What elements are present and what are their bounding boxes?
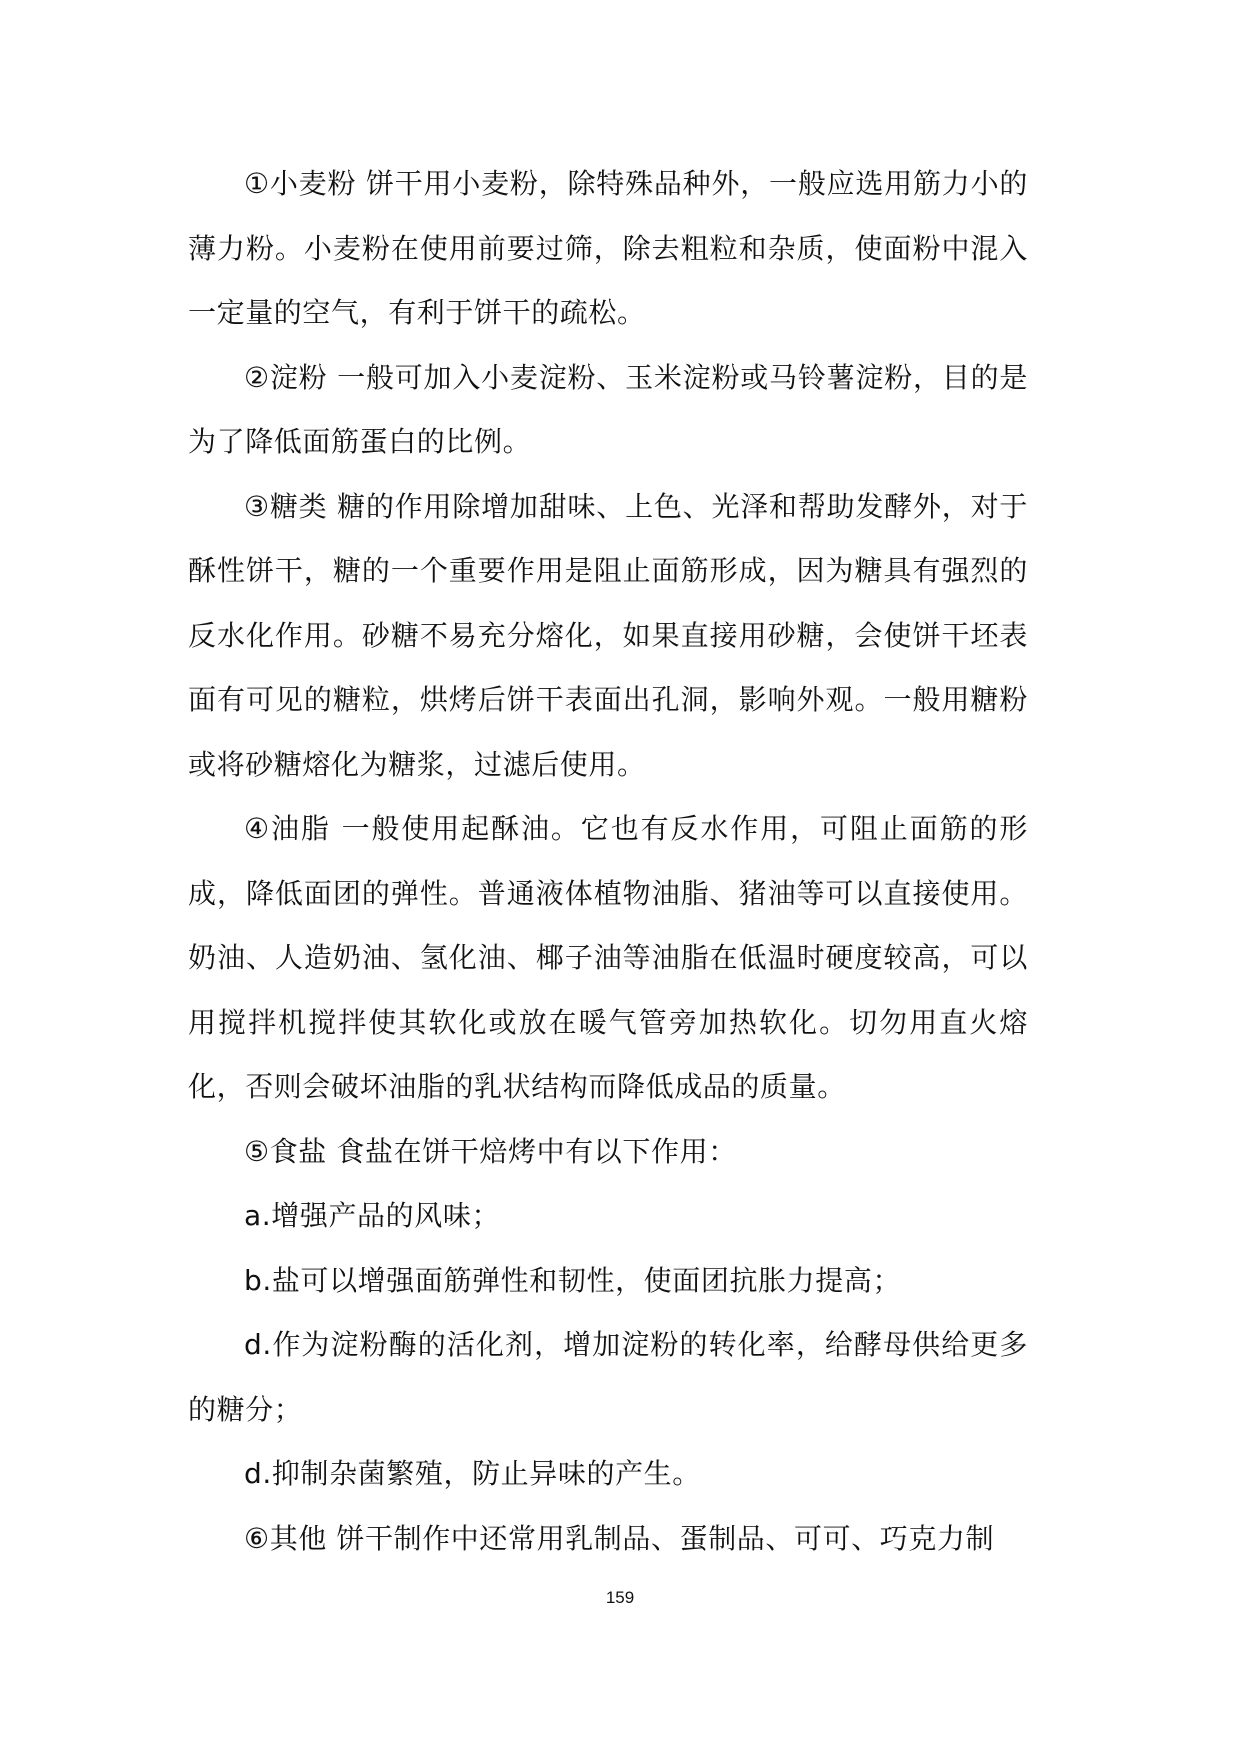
paragraph-starch: ②淀粉 一般可加入小麦淀粉、玉米淀粉或马铃薯淀粉，目的是为了降低面筋蛋白的比例。	[188, 360, 1028, 458]
list-item-salt-a: a.增强产品的风味；	[244, 1199, 501, 1232]
paragraph-other: ⑥其他 饼干制作中还常用乳制品、蛋制品、可可、巧克力制	[244, 1521, 995, 1555]
paragraph-sugar: ③糖类 糖的作用除增加甜味、上色、光泽和帮助发酵外，对于酥性饼干，糖的一个重要作用是阻止面筋形成，因为糖具有强烈的反水化作用。砂糖不易充分熔化，如果直接用砂糖，会使饼干坯表面有可见的糖粒，烘烤后饼干表面出孔洞，影响外观。一般用糖粉或将砂糖熔化为糖浆，过滤后使用。	[188, 489, 1028, 781]
list-item-salt-c: d.作为淀粉酶的活化剂，增加淀粉的转化率，给酵母供给更多的糖分；	[188, 1328, 1028, 1426]
page-number: 159	[605, 1588, 635, 1607]
list-item-salt-d: d.抑制杂菌繁殖，防止异味的产生。	[244, 1457, 701, 1490]
paragraph-fat: ④油脂 一般使用起酥油。它也有反水作用，可阻止面筋的形成，降低面团的弹性。普通液体植物油脂、猪油等可以直接使用。奶油、人造奶油、氢化油、椰子油等油脂在低温时硬度较高，可以用搅拌机搅拌使其软化或放在暖气管旁加热软化。切勿用直火熔化，否则会破坏油脂的乳状结构而降低成品的质量。	[188, 812, 1028, 1103]
body-text	[188, 152, 1028, 1571]
list-item-salt-b: b.盐可以增强面筋弹性和韧性，使面团抗胀力提高；	[244, 1263, 902, 1297]
paragraph-salt: ⑤食盐 食盐在饼干焙烤中有以下作用：	[244, 1134, 737, 1168]
paragraph-wheat-flour: ①小麦粉 饼干用小麦粉，除特殊品种外，一般应选用筋力小的薄力粉。小麦粉在使用前要过筛，除去粗粒和杂质，使面粉中混入一定量的空气，有利于饼干的疏松。	[188, 167, 1028, 329]
